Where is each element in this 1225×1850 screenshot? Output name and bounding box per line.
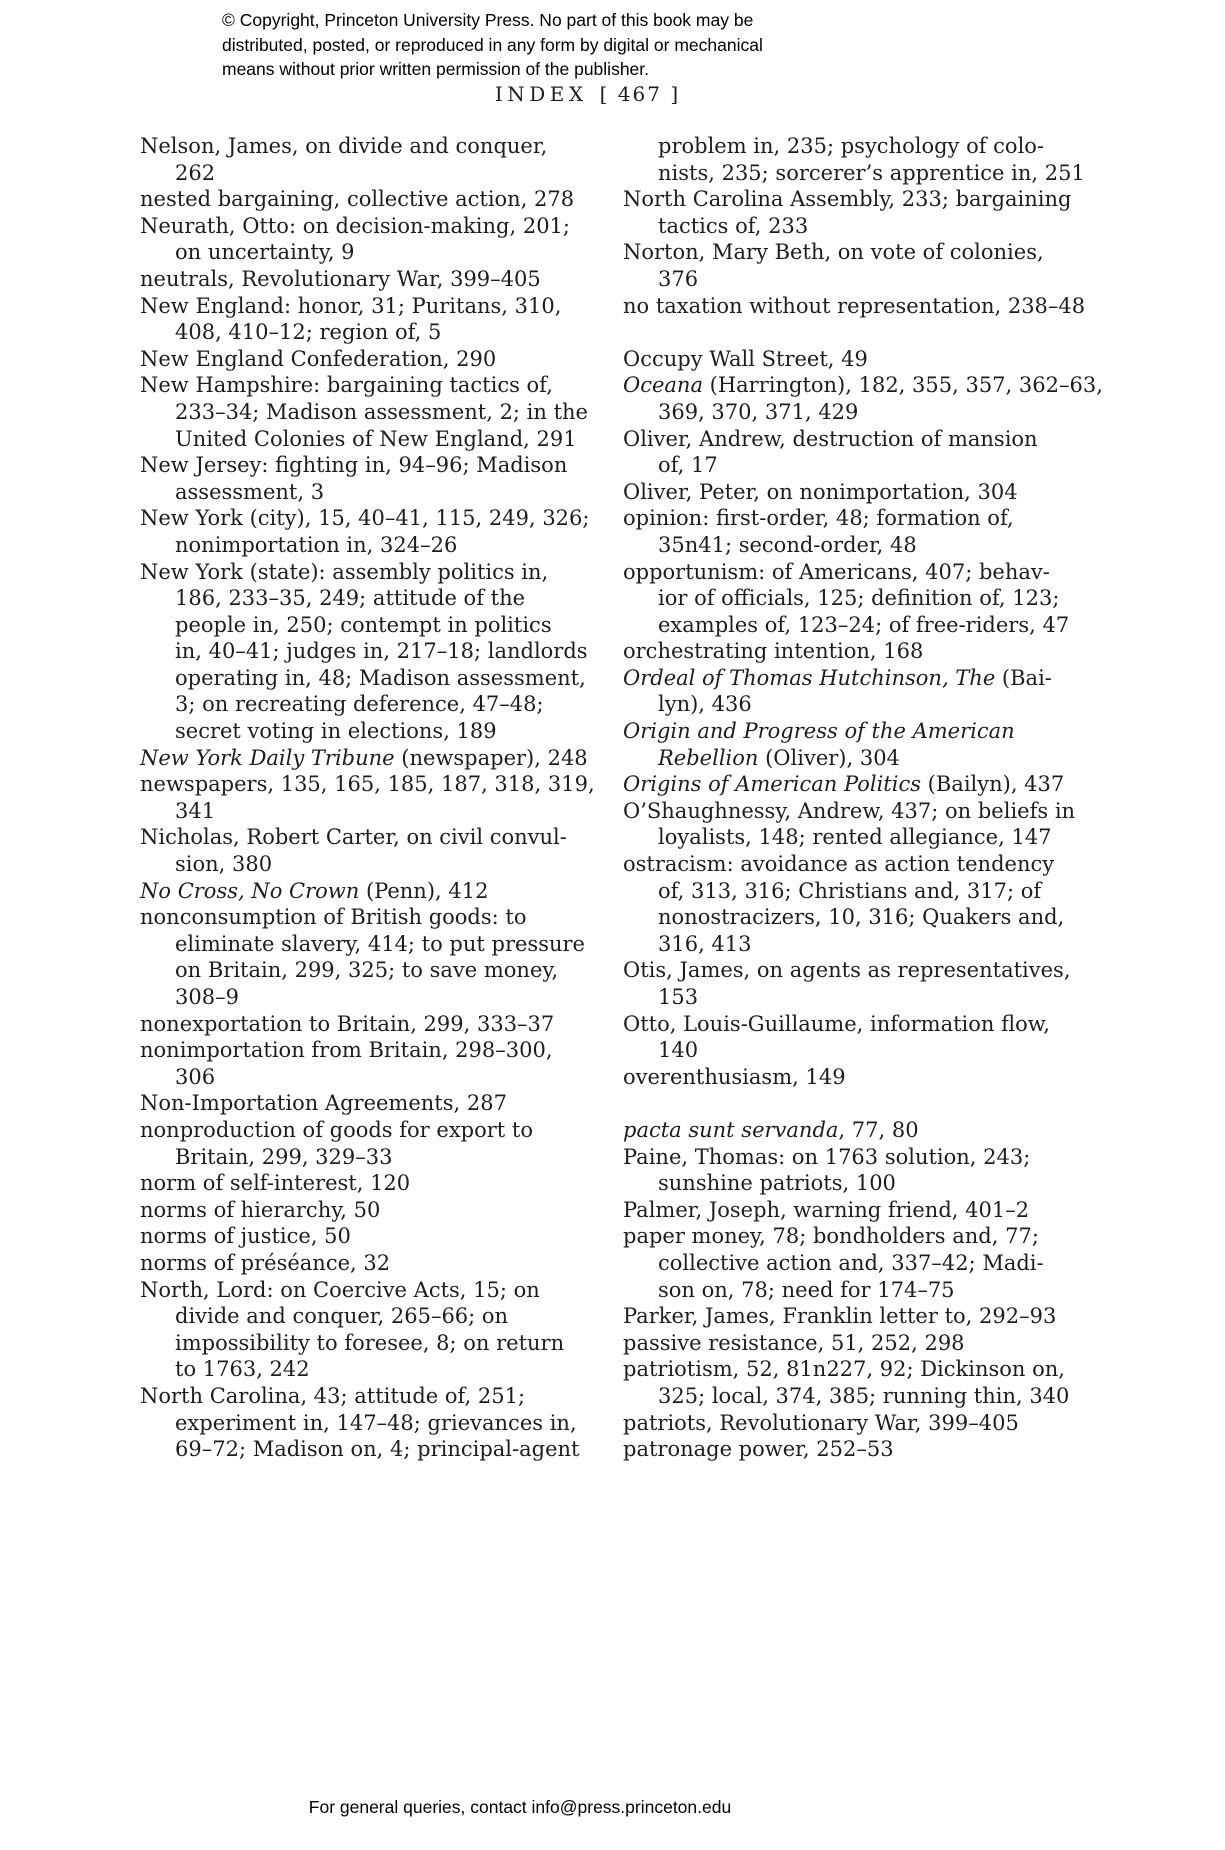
index-line bbox=[140, 798, 560, 825]
index-line bbox=[140, 1383, 560, 1410]
index-entry bbox=[140, 133, 560, 186]
index-entry bbox=[140, 293, 560, 346]
index-text: 308–9 bbox=[175, 985, 239, 1009]
index-text: paper money, 78; bondholders and, 77; bbox=[623, 1224, 1039, 1249]
index-line bbox=[140, 957, 560, 984]
index-text: Neurath, Otto: on decision-making, 201; bbox=[140, 213, 570, 238]
book-title: Origin and Progress of the American bbox=[623, 719, 1015, 744]
index-line bbox=[140, 1303, 560, 1330]
index-text: (Bailyn), 437 bbox=[921, 772, 1065, 797]
book-title: No Cross, No Crown bbox=[140, 878, 360, 903]
index-line bbox=[623, 665, 1053, 692]
index-entry bbox=[140, 1011, 560, 1038]
index-text: nonexportation to Britain, 299, 333–37 bbox=[140, 1011, 555, 1036]
index-line bbox=[623, 585, 1060, 612]
index-line bbox=[140, 426, 577, 453]
index-line bbox=[140, 1090, 560, 1117]
index-entry bbox=[140, 559, 588, 745]
index-line bbox=[140, 319, 560, 346]
index-text: New Jersey: fighting in, 94–96; Madison bbox=[140, 453, 568, 478]
index-entry bbox=[140, 346, 560, 373]
index-line bbox=[140, 1250, 560, 1277]
index-line bbox=[623, 1436, 1053, 1463]
index-text: Parker, James, Franklin letter to, 292–93 bbox=[623, 1304, 1057, 1329]
index-text: Oliver, Andrew, destruction of mansion bbox=[623, 426, 1038, 451]
index-text: in, 40–41; judges in, 217–18; landlords bbox=[175, 639, 588, 664]
index-text: orchestrating intention, 168 bbox=[623, 639, 924, 664]
index-text: nonostracizers, 10, 316; Quakers and, bbox=[658, 905, 1065, 930]
index-title: INDEX bbox=[494, 82, 588, 106]
column-spacer bbox=[623, 319, 1053, 346]
index-entry bbox=[140, 771, 595, 824]
index-text: on Britain, 299, 325; to save money, bbox=[175, 958, 559, 983]
index-text: patronage power, 252–53 bbox=[623, 1437, 894, 1462]
index-text: 153 bbox=[658, 985, 699, 1009]
index-line bbox=[140, 1144, 560, 1171]
index-text: ostracism: avoidance as action tendency bbox=[623, 852, 1055, 877]
index-entry bbox=[140, 505, 590, 558]
index-text: 369, 370, 371, 429 bbox=[658, 399, 859, 424]
index-line bbox=[140, 771, 595, 798]
index-text: O’Shaughnessy, Andrew, 437; on beliefs in bbox=[623, 798, 1076, 823]
index-text: Otto, Louis-Guillaume, information flow, bbox=[623, 1011, 1050, 1036]
index-entry bbox=[140, 1277, 565, 1383]
copyright-notice bbox=[222, 8, 763, 82]
index-text: son on, 78; need for 174–75 bbox=[658, 1277, 955, 1302]
index-entry bbox=[623, 851, 1065, 957]
index-column-left bbox=[140, 133, 595, 1463]
index-text: norm of self-interest, 120 bbox=[140, 1171, 411, 1196]
index-line bbox=[623, 1383, 1070, 1410]
index-entry bbox=[623, 505, 1053, 558]
index-line bbox=[140, 1330, 565, 1357]
book-title: Rebellion bbox=[658, 745, 759, 770]
index-entry bbox=[623, 718, 1053, 771]
index-text: United Colonies of New England, 291 bbox=[175, 426, 577, 451]
index-line bbox=[140, 1356, 560, 1383]
index-entry bbox=[140, 1197, 560, 1224]
index-entry bbox=[140, 186, 575, 213]
index-line bbox=[623, 638, 1053, 665]
index-line bbox=[140, 1410, 577, 1437]
index-entry bbox=[623, 1144, 1053, 1197]
index-text: norms of préséance, 32 bbox=[140, 1250, 391, 1275]
index-line bbox=[623, 851, 1053, 878]
index-line bbox=[623, 718, 1053, 745]
index-entry bbox=[623, 1197, 1053, 1224]
index-entry bbox=[623, 1330, 1053, 1357]
index-entry bbox=[140, 452, 568, 505]
index-line bbox=[623, 1064, 1053, 1091]
index-text: 341 bbox=[175, 798, 216, 823]
index-line bbox=[623, 213, 1053, 240]
index-line bbox=[140, 133, 560, 160]
index-text: New York (state): assembly politics in, bbox=[140, 559, 549, 584]
index-text: opportunism: of Americans, 407; behav- bbox=[623, 559, 1050, 584]
index-text: people in, 250; contempt in politics bbox=[175, 612, 552, 637]
index-line bbox=[140, 904, 560, 931]
page-header bbox=[140, 82, 1035, 106]
index-text: New England Confederation, 290 bbox=[140, 346, 497, 371]
index-entry bbox=[623, 293, 1086, 320]
index-text: nonimportation in, 324–26 bbox=[175, 532, 458, 557]
index-text: opinion: first-order, 48; formation of, bbox=[623, 506, 1014, 531]
index-line bbox=[623, 878, 1053, 905]
index-line bbox=[623, 1330, 1053, 1357]
index-text: sion, 380 bbox=[175, 852, 273, 877]
index-line bbox=[140, 479, 560, 506]
index-text: 69–72; Madison on, 4; principal-agent bbox=[175, 1437, 580, 1462]
index-text: New England: honor, 31; Puritans, 310, bbox=[140, 293, 562, 318]
index-text: Britain, 299, 329–33 bbox=[175, 1144, 393, 1169]
index-text: Paine, Thomas: on 1763 solution, 243; bbox=[623, 1144, 1031, 1169]
index-line bbox=[140, 1037, 560, 1064]
index-line bbox=[140, 665, 586, 692]
page-number: [ 467 ] bbox=[599, 82, 681, 106]
index-line bbox=[623, 186, 1072, 213]
index-line bbox=[140, 559, 560, 586]
index-line bbox=[140, 745, 588, 772]
index-text: assessment, 3 bbox=[175, 479, 325, 504]
index-text: New York (city), 15, 40–41, 115, 249, 326; bbox=[140, 506, 590, 531]
index-line bbox=[623, 1144, 1053, 1171]
index-line bbox=[623, 346, 1053, 373]
book-title: Origins of American Politics bbox=[623, 772, 921, 797]
index-entry bbox=[140, 1090, 560, 1117]
index-text: tactics of, 233 bbox=[658, 213, 809, 238]
index-entry bbox=[623, 346, 1053, 373]
index-line bbox=[140, 266, 560, 293]
index-line bbox=[140, 293, 560, 320]
index-text: overenthusiasm, 149 bbox=[623, 1064, 846, 1089]
index-entry bbox=[140, 1250, 560, 1277]
index-line bbox=[140, 824, 567, 851]
index-entry bbox=[623, 1117, 1053, 1144]
index-entry bbox=[623, 479, 1053, 506]
index-text: secret voting in elections, 189 bbox=[175, 719, 497, 744]
index-entry bbox=[623, 559, 1070, 639]
index-text: Nicholas, Robert Carter, on civil convul- bbox=[140, 825, 567, 850]
index-line bbox=[140, 532, 560, 559]
index-line bbox=[623, 452, 1053, 479]
index-text: operating in, 48; Madison assessment, bbox=[175, 665, 586, 690]
index-line bbox=[623, 266, 1053, 293]
index-line bbox=[623, 984, 1053, 1011]
index-entry bbox=[140, 878, 560, 905]
index-line bbox=[623, 1223, 1053, 1250]
index-text: 186, 233–35, 249; attitude of the bbox=[175, 586, 526, 611]
index-text: divide and conquer, 265–66; on bbox=[175, 1304, 509, 1329]
index-text: to 1763, 242 bbox=[175, 1357, 310, 1382]
index-line bbox=[623, 798, 1076, 825]
index-entry bbox=[140, 1383, 580, 1463]
index-line bbox=[623, 479, 1053, 506]
index-line bbox=[623, 1410, 1053, 1437]
index-line bbox=[623, 904, 1065, 931]
index-entry bbox=[140, 1170, 560, 1197]
index-text: 3; on recreating deference, 47–48; bbox=[175, 692, 544, 717]
index-text: sunshine patriots, 100 bbox=[658, 1171, 896, 1196]
index-line bbox=[140, 878, 560, 905]
index-text: Nelson, James, on divide and conquer, bbox=[140, 134, 548, 158]
index-entry bbox=[623, 1011, 1053, 1064]
index-text: newspapers, 135, 165, 185, 187, 318, 319, bbox=[140, 772, 595, 797]
copyright-line: means without prior written permission of the publisher. bbox=[222, 59, 650, 79]
index-text: 233–34; Madison assessment, 2; in the bbox=[175, 399, 588, 424]
index-line bbox=[140, 1064, 560, 1091]
index-text: 316, 413 bbox=[658, 931, 752, 956]
book-title: pacta sunt servanda bbox=[623, 1117, 839, 1142]
index-line bbox=[140, 931, 585, 958]
index-entry bbox=[623, 133, 1085, 186]
column-spacer bbox=[623, 1090, 1053, 1117]
index-line bbox=[140, 372, 560, 399]
index-line bbox=[140, 239, 560, 266]
index-entry bbox=[623, 1436, 1053, 1463]
index-text: on uncertainty, 9 bbox=[175, 240, 355, 265]
index-line bbox=[140, 851, 560, 878]
index-text: neutrals, Revolutionary War, 399–405 bbox=[140, 266, 541, 291]
index-text: passive resistance, 51, 252, 298 bbox=[623, 1330, 965, 1355]
index-text: nists, 235; sorcerer’s apprentice in, 251 bbox=[658, 160, 1085, 185]
index-line bbox=[140, 691, 560, 718]
index-line bbox=[140, 1436, 580, 1463]
index-entry bbox=[623, 1356, 1070, 1409]
index-line bbox=[623, 372, 1103, 399]
index-entry bbox=[623, 1303, 1057, 1330]
index-text: nonimportation from Britain, 298–300, bbox=[140, 1038, 553, 1063]
index-entry bbox=[140, 904, 585, 1010]
index-line bbox=[140, 346, 560, 373]
index-text: loyalists, 148; rented allegiance, 147 bbox=[658, 825, 1052, 850]
index-entry bbox=[623, 239, 1053, 292]
index-text: norms of justice, 50 bbox=[140, 1224, 351, 1249]
index-entry bbox=[140, 745, 588, 772]
index-line bbox=[140, 612, 560, 639]
index-text: 325; local, 374, 385; running thin, 340 bbox=[658, 1383, 1070, 1408]
index-entry bbox=[140, 372, 588, 452]
index-text: experiment in, 147–48; grievances in, bbox=[175, 1410, 577, 1435]
index-line bbox=[140, 1170, 560, 1197]
index-text: of, 17 bbox=[658, 453, 718, 478]
index-text: , 77, 80 bbox=[838, 1117, 919, 1142]
index-text: North, Lord: on Coercive Acts, 15; on bbox=[140, 1277, 540, 1302]
index-entry bbox=[140, 1223, 560, 1250]
index-text: 35n41; second-order, 48 bbox=[658, 532, 917, 557]
index-text: (Harrington), 182, 355, 357, 362–63, bbox=[702, 373, 1103, 398]
index-line bbox=[140, 718, 560, 745]
index-line bbox=[623, 559, 1053, 586]
index-line bbox=[140, 213, 570, 240]
index-line bbox=[140, 186, 575, 213]
index-text: 408, 410–12; region of, 5 bbox=[175, 320, 442, 345]
index-line bbox=[140, 585, 560, 612]
index-entry bbox=[140, 213, 570, 266]
index-line bbox=[140, 1011, 560, 1038]
index-text: Norton, Mary Beth, on vote of colonies, bbox=[623, 240, 1044, 265]
index-line bbox=[140, 984, 560, 1011]
index-line bbox=[623, 160, 1085, 187]
index-line bbox=[140, 505, 590, 532]
index-text: lyn), 436 bbox=[658, 692, 752, 717]
index-text: patriots, Revolutionary War, 399–405 bbox=[623, 1410, 1019, 1435]
index-line bbox=[623, 293, 1086, 320]
index-text: eliminate slavery, 414; to put pressure bbox=[175, 931, 585, 956]
index-text: impossibility to foresee, 8; on return bbox=[175, 1330, 565, 1355]
index-line bbox=[623, 1117, 1053, 1144]
index-entry bbox=[623, 957, 1071, 1010]
index-entry bbox=[623, 798, 1076, 851]
index-line bbox=[140, 1117, 560, 1144]
index-line bbox=[623, 239, 1053, 266]
copyright-line: © Copyright, Princeton University Press. No part of this book may be bbox=[222, 10, 754, 30]
index-column-right bbox=[623, 133, 1103, 1463]
index-text: Otis, James, on agents as representatives, bbox=[623, 958, 1071, 983]
index-text: 262 bbox=[175, 160, 216, 185]
index-text: no taxation without representation, 238–48 bbox=[623, 293, 1086, 318]
index-text: of, 313, 316; Christians and, 317; of bbox=[658, 878, 1042, 903]
index-line bbox=[623, 1011, 1053, 1038]
book-title: New York Daily Tribune bbox=[140, 745, 395, 770]
index-line bbox=[140, 1277, 560, 1304]
index-text: ior of officials, 125; definition of, 123; bbox=[658, 586, 1060, 611]
index-line bbox=[623, 771, 1065, 798]
index-text: problem in, 235; psychology of colo- bbox=[658, 134, 1045, 158]
index-entry bbox=[140, 824, 567, 877]
index-entry bbox=[623, 186, 1072, 239]
index-entry bbox=[140, 1037, 560, 1090]
index-line bbox=[623, 1303, 1057, 1330]
index-text: Non-Importation Agreements, 287 bbox=[140, 1091, 507, 1116]
index-line bbox=[623, 133, 1053, 160]
index-line bbox=[140, 1197, 560, 1224]
index-text: (Oliver), 304 bbox=[758, 745, 900, 770]
index-entry bbox=[623, 1410, 1053, 1437]
index-entry bbox=[623, 665, 1053, 718]
index-line bbox=[623, 824, 1053, 851]
index-entry bbox=[623, 426, 1053, 479]
index-line bbox=[623, 1170, 1053, 1197]
index-line bbox=[140, 1223, 560, 1250]
book-title: Oceana bbox=[623, 373, 703, 398]
index-line bbox=[623, 1037, 1053, 1064]
index-text: nested bargaining, collective action, 278 bbox=[140, 187, 575, 212]
index-text: (Penn), 412 bbox=[359, 878, 489, 903]
index-text: North Carolina, 43; attitude of, 251; bbox=[140, 1383, 526, 1408]
index-line bbox=[623, 691, 1053, 718]
index-text: (newspaper), 248 bbox=[394, 745, 588, 770]
book-title: Ordeal of Thomas Hutchinson, The bbox=[623, 665, 996, 690]
index-text: Occupy Wall Street, 49 bbox=[623, 346, 868, 371]
index-line bbox=[623, 957, 1071, 984]
index-text: collective action and, 337–42; Madi- bbox=[658, 1250, 1044, 1275]
index-entry bbox=[623, 372, 1103, 425]
index-line bbox=[623, 931, 1053, 958]
index-line bbox=[623, 399, 1053, 426]
index-line bbox=[623, 532, 1053, 559]
index-entry bbox=[623, 1223, 1053, 1303]
index-line bbox=[623, 505, 1053, 532]
index-entry bbox=[623, 1064, 1053, 1091]
index-text: 376 bbox=[658, 266, 699, 291]
index-line bbox=[140, 399, 588, 426]
index-entry bbox=[140, 266, 560, 293]
index-entry bbox=[623, 771, 1065, 798]
index-text: nonconsumption of British goods: to bbox=[140, 905, 527, 930]
index-text: Oliver, Peter, on nonimportation, 304 bbox=[623, 479, 1018, 504]
index-line bbox=[140, 638, 588, 665]
index-text: 306 bbox=[175, 1064, 216, 1089]
index-text: nonproduction of goods for export to bbox=[140, 1117, 533, 1142]
index-text: 140 bbox=[658, 1038, 699, 1063]
index-line bbox=[623, 612, 1070, 639]
index-text: Palmer, Joseph, warning friend, 401–2 bbox=[623, 1197, 1030, 1222]
index-text: patriotism, 52, 81n227, 92; Dickinson on, bbox=[623, 1357, 1065, 1382]
index-line bbox=[623, 745, 1053, 772]
index-line bbox=[140, 452, 568, 479]
index-text: (Bai- bbox=[995, 665, 1052, 690]
index-line bbox=[623, 1250, 1053, 1277]
copyright-line: distributed, posted, or reproduced in any form by digital or mechanical bbox=[222, 34, 763, 55]
index-entry bbox=[140, 1117, 560, 1170]
footer-contact: For general queries, contact info@press.princeton.edu bbox=[308, 1797, 732, 1817]
index-line bbox=[623, 1356, 1065, 1383]
index-entry bbox=[623, 638, 1053, 665]
index-text: examples of, 123–24; of free-riders, 47 bbox=[658, 612, 1070, 637]
index-line bbox=[623, 1197, 1053, 1224]
index-line bbox=[140, 160, 560, 187]
index-line bbox=[623, 1277, 1053, 1304]
index-line bbox=[623, 426, 1053, 453]
index-text: New Hampshire: bargaining tactics of, bbox=[140, 373, 553, 398]
index-text: norms of hierarchy, 50 bbox=[140, 1197, 381, 1222]
index-text: North Carolina Assembly, 233; bargaining bbox=[623, 187, 1072, 212]
